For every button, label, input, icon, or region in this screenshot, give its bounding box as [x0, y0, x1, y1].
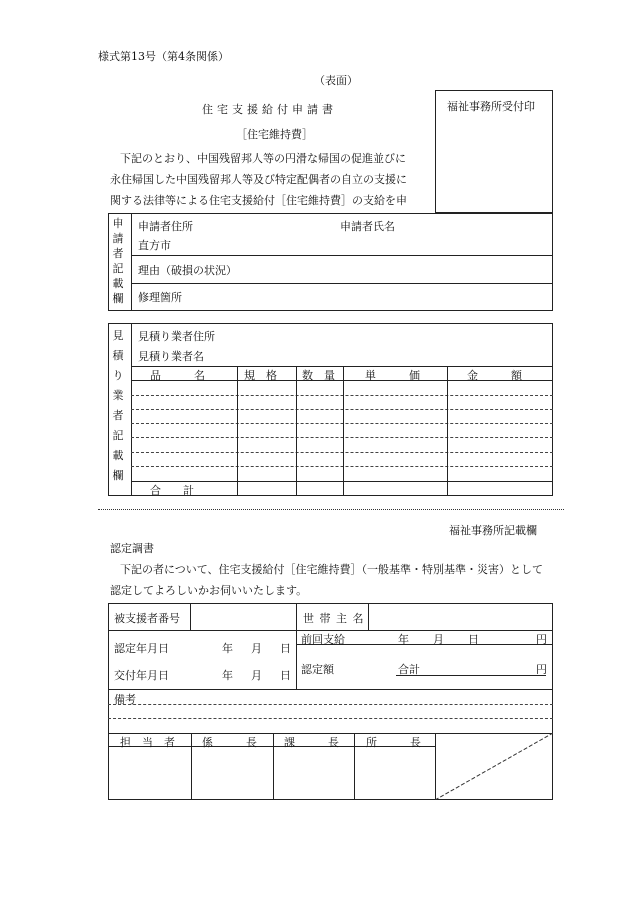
col-amount: 金 額 — [467, 369, 522, 382]
page-subtitle: ［住宅維持費］ — [236, 128, 313, 141]
household-head-label: 世 帯 主 名 — [303, 612, 365, 625]
issue-date-year: 年 — [222, 669, 233, 682]
col-spec: 規 格 — [244, 369, 277, 382]
prev-payment-yen: 円 — [536, 633, 547, 646]
cert-date-month: 月 — [251, 642, 262, 655]
prev-payment-day: 日 — [468, 633, 479, 646]
applicant-address-value: 直方市 — [138, 239, 171, 252]
applicant-address-label: 申請者住所 — [138, 220, 193, 233]
prev-payment-label: 前回支給 — [301, 633, 345, 646]
cert-amount-label: 認定額 — [301, 663, 334, 676]
approval-chief: 係 長 — [202, 736, 257, 749]
total-label: 合 計 — [150, 484, 194, 497]
approval-director: 所 長 — [366, 736, 421, 749]
cert-date-day: 日 — [280, 642, 291, 655]
certification-heading: 認定調書 — [110, 542, 154, 555]
intro-line-1: 下記のとおり、中国残留邦人等の円滑な帰国の促進並びに — [120, 152, 406, 165]
repair-location-label: 修理箇所 — [138, 291, 182, 304]
section-separator — [98, 509, 564, 510]
certification-line-1: 下記の者について、住宅支援給付［住宅維持費］（一般基準・特別基準・災害）として — [120, 563, 544, 576]
intro-line-2: 永住帰国した中国残留邦人等及び特定配偶者の自立の支援に — [110, 173, 407, 186]
approval-staff: 担 当 者 — [120, 736, 175, 749]
issue-date-month: 月 — [251, 669, 262, 682]
cert-date-year: 年 — [222, 642, 233, 655]
approval-section-head: 課 長 — [284, 736, 339, 749]
certification-line-2: 認定してよろしいかお伺いいたします。 — [110, 584, 308, 597]
remarks-label: 備考 — [114, 693, 136, 706]
page-title: 住宅支援給付申請書 — [202, 103, 337, 116]
cert-amount-yen: 円 — [536, 663, 547, 676]
col-quantity: 数 量 — [302, 369, 335, 382]
cert-date-label: 認定年月日 — [114, 642, 169, 655]
issue-date-day: 日 — [280, 669, 291, 682]
applicant-name-label: 申請者氏名 — [340, 220, 395, 233]
reception-stamp-label: 福祉事務所受付印 — [447, 100, 535, 113]
applicant-side-label: 申 請 者 記 載 欄 — [112, 217, 124, 305]
cert-amount-total: 合計 — [398, 663, 420, 676]
col-unit-price: 単 価 — [365, 369, 420, 382]
diagonal-line — [435, 733, 553, 800]
col-item-name: 品 名 — [150, 369, 205, 382]
form-number: 様式第13号（第4条関係） — [98, 50, 229, 63]
reason-label: 理由（破損の状況） — [138, 264, 237, 277]
side-label: （表面） — [314, 74, 358, 87]
intro-line-3: 関する法律等による住宅支援給付［住宅維持費］の支給を申 — [110, 194, 407, 207]
recipient-number-label: 被支援者番号 — [114, 612, 180, 625]
prev-payment-year: 年 — [398, 633, 409, 646]
estimator-address-label: 見積り業者住所 — [138, 330, 215, 343]
issue-date-label: 交付年月日 — [114, 669, 169, 682]
estimator-name-label: 見積り業者名 — [138, 350, 204, 363]
estimator-side-label: 見 積 り 業 者 記 載 欄 — [112, 329, 124, 482]
prev-payment-month: 月 — [433, 633, 444, 646]
office-section-label: 福祉事務所記載欄 — [449, 524, 537, 537]
